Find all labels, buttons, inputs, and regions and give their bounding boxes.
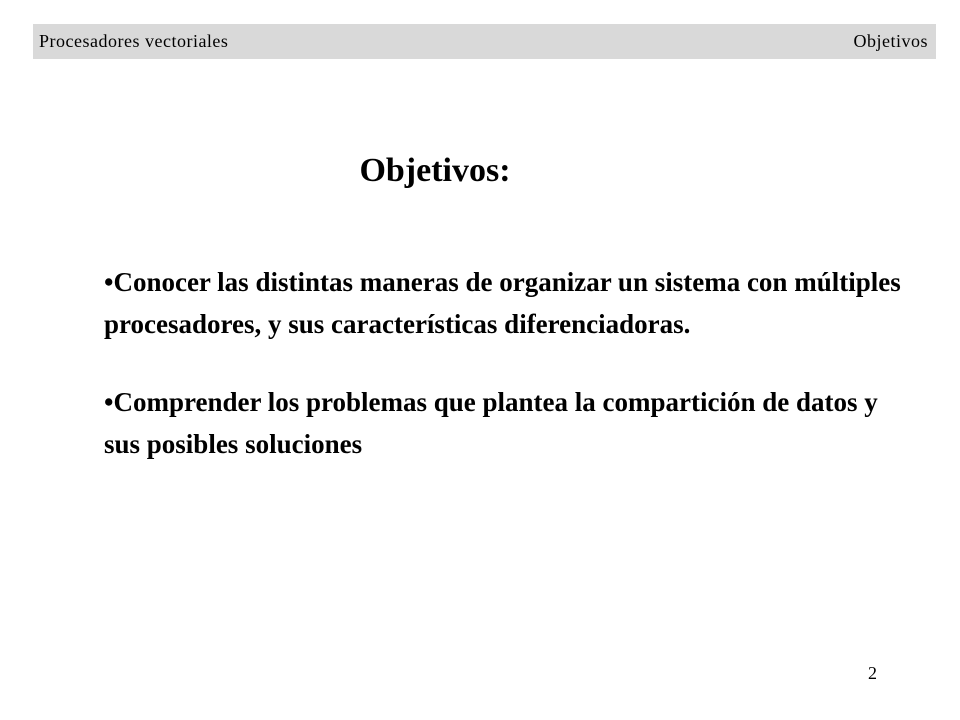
- bullet-icon: •: [104, 387, 114, 417]
- page-number: 2: [868, 663, 877, 683]
- slide-title: Objetivos:: [359, 152, 511, 189]
- header-topic-title: Objetivos: [853, 31, 928, 51]
- objectives-list: [104, 261, 904, 465]
- slide-header-bar: [33, 24, 936, 59]
- objective-text: Comprender los problemas que plantea la compartición de datos y sus posibles soluciones: [104, 387, 878, 459]
- objective-text: Conocer las distintas maneras de organizar un sistema con múltiples procesadores, y sus características diferenciadoras.: [104, 267, 901, 339]
- objective-item: [104, 381, 904, 465]
- bullet-icon: •: [104, 267, 114, 297]
- objective-item: [104, 261, 904, 345]
- header-section-title: Procesadores vectoriales: [39, 31, 229, 51]
